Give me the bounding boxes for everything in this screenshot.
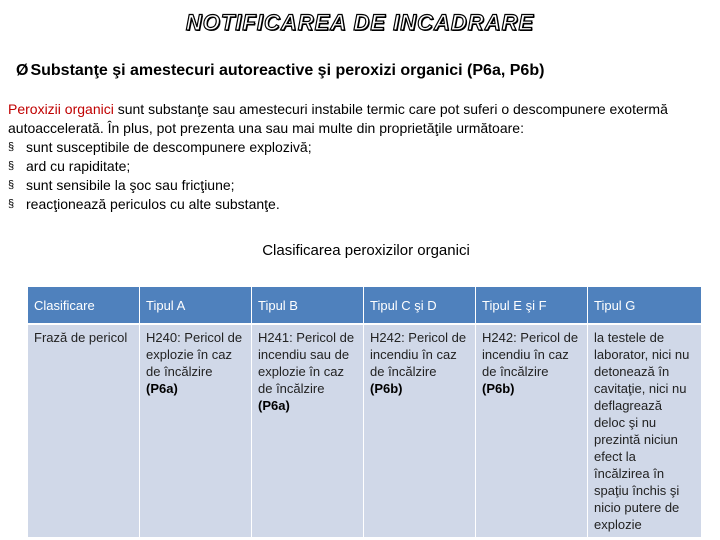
arrow-bullet-icon: Ø [16,62,29,79]
table-cell: H241: Pericol de incendiu sau de explozie în caz de încălzire (P6a) [252,324,364,537]
table-caption: Clasificarea peroxizilor organici [262,242,470,259]
intro-paragraph [8,100,714,214]
header-cell: Clasificare [28,287,140,324]
table-row [28,324,701,537]
header-cell: Tipul G [588,287,701,324]
code-label: (P6a) [258,398,290,413]
list-item: § sunt sensibile la şoc sau fricţiune; [8,177,235,193]
bullet-icon: § [8,160,15,172]
table-cell: H240: Pericol de explozie în caz de încălzire (P6a) [140,324,252,537]
intro-body: sunt substanţe sau amestecuri instabile termic care pot suferi o descompunere exotermă autoaccelerată. În plus, pot prezenta una sau mai multe din proprietăţile următoare: [8,101,668,136]
list-item: § sunt susceptibile de descompunere explozivă; [8,139,312,155]
code-label: (P6b) [482,381,515,396]
header-cell: Tipul E şi F [476,287,588,324]
properties-list [8,138,714,214]
header-cell: Tipul C şi D [364,287,476,324]
bullet-icon: § [8,179,15,191]
highlight-term: Peroxizii organici [8,101,114,117]
bullet-icon: § [8,141,15,153]
bullet-icon: § [8,198,15,210]
classification-table [27,287,701,537]
section-heading [16,62,716,80]
list-item: § reacţionează periculos cu alte substanţe. [8,196,280,212]
row-label-cell: Frază de pericol [28,324,140,537]
section-heading-text: Substanţe şi amestecuri autoreactive şi peroxizi organici (P6a, P6b) [30,62,545,79]
list-item: § ard cu rapiditate; [8,158,131,174]
header-cell: Tipul B [252,287,364,324]
code-label: (P6b) [370,381,403,396]
slide-title: NOTIFICAREA DE INCADRARE [185,10,535,35]
table-cell: H242: Pericol de incendiu în caz de încălzire (P6b) [364,324,476,537]
code-label: (P6a) [146,381,178,396]
intro-text [8,100,714,138]
table-cell: H242: Pericol de incendiu în caz de încălzire (P6b) [476,324,588,537]
header-cell: Tipul A [140,287,252,324]
table-header-row [28,287,701,324]
table-cell: la testele de laborator, nici nu detonează în cavitaţie, nici nu deflagrează deloc şi nu prezintă niciun efect la încălzirea în spaţiu închis şi nicio putere de explozie [588,324,701,537]
